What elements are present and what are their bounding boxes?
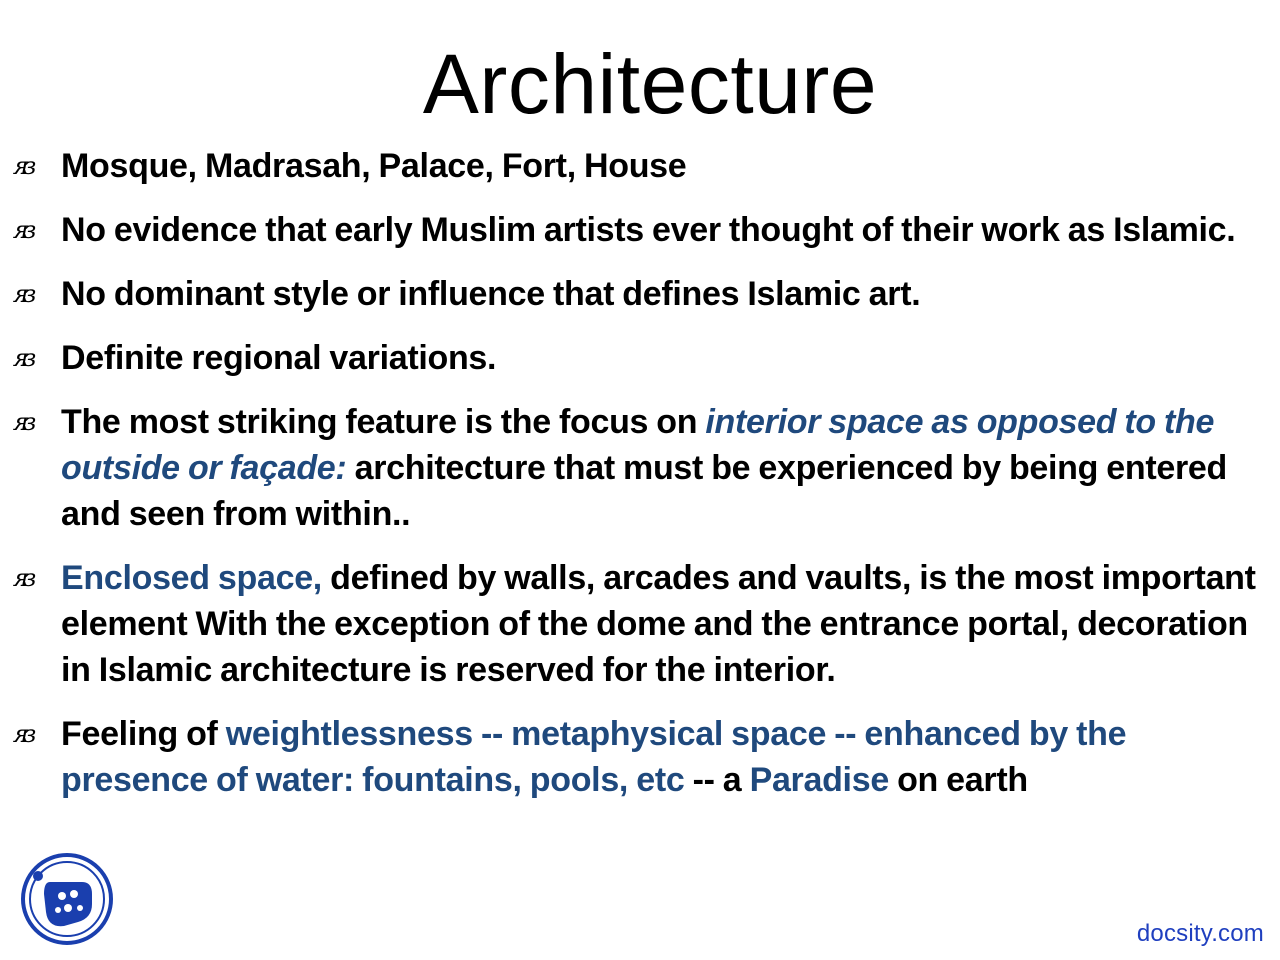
bullet-text: No dominant style or influence that defines Islamic art. — [61, 275, 921, 313]
bullet-icon: ᴙз — [14, 344, 34, 372]
bullet-text: defined by walls, arcades and vaults, is the most important element With the exception of the dome and the entrance portal, decoration in Islamic architecture is reserved for the interior. — [61, 559, 1256, 689]
bullet-item — [14, 271, 1269, 317]
bullet-text: No evidence that early Muslim artists ever thought of their work as Islamic. — [61, 211, 1236, 249]
bullet-item — [14, 207, 1269, 253]
bullet-icon: ᴙз — [14, 564, 34, 592]
bullet-text: -- a — [684, 761, 750, 799]
bullet-icon: ᴙз — [14, 280, 34, 308]
bullet-item — [14, 143, 1269, 189]
bullet-text: on earth — [888, 761, 1028, 799]
bullet-emphasis: interior space as opposed to the outside or façade: — [61, 403, 1215, 487]
bullet-text: Definite regional variations. — [61, 339, 497, 377]
bullet-text: The most striking feature is the focus on — [61, 403, 706, 441]
bullet-text: Mosque, Madrasah, Palace, Fort, House — [61, 147, 687, 185]
bullet-item — [14, 335, 1269, 381]
docsity-watermark: docsity.com — [1136, 920, 1264, 947]
bullet-list — [14, 143, 1269, 821]
docsity-seal-icon — [20, 852, 114, 946]
bullet-text: Feeling of — [61, 715, 226, 753]
bullet-item — [14, 555, 1269, 693]
slide-title: Architecture — [422, 37, 878, 131]
bullet-icon: ᴙз — [14, 720, 34, 748]
bullet-text: architecture that must be experienced by being entered and seen from within.. — [61, 449, 1227, 533]
bullet-icon: ᴙз — [14, 408, 34, 436]
bullet-item — [14, 399, 1269, 537]
bullet-emphasis: Enclosed space, — [61, 559, 322, 597]
bullet-icon: ᴙз — [14, 152, 34, 180]
bullet-item — [14, 711, 1269, 803]
bullet-emphasis: Paradise — [749, 761, 889, 799]
bullet-emphasis: weightlessness -- metaphysical space -- enhanced by the presence of water: fountains, pools, etc — [61, 715, 1127, 799]
bullet-icon: ᴙз — [14, 216, 34, 244]
